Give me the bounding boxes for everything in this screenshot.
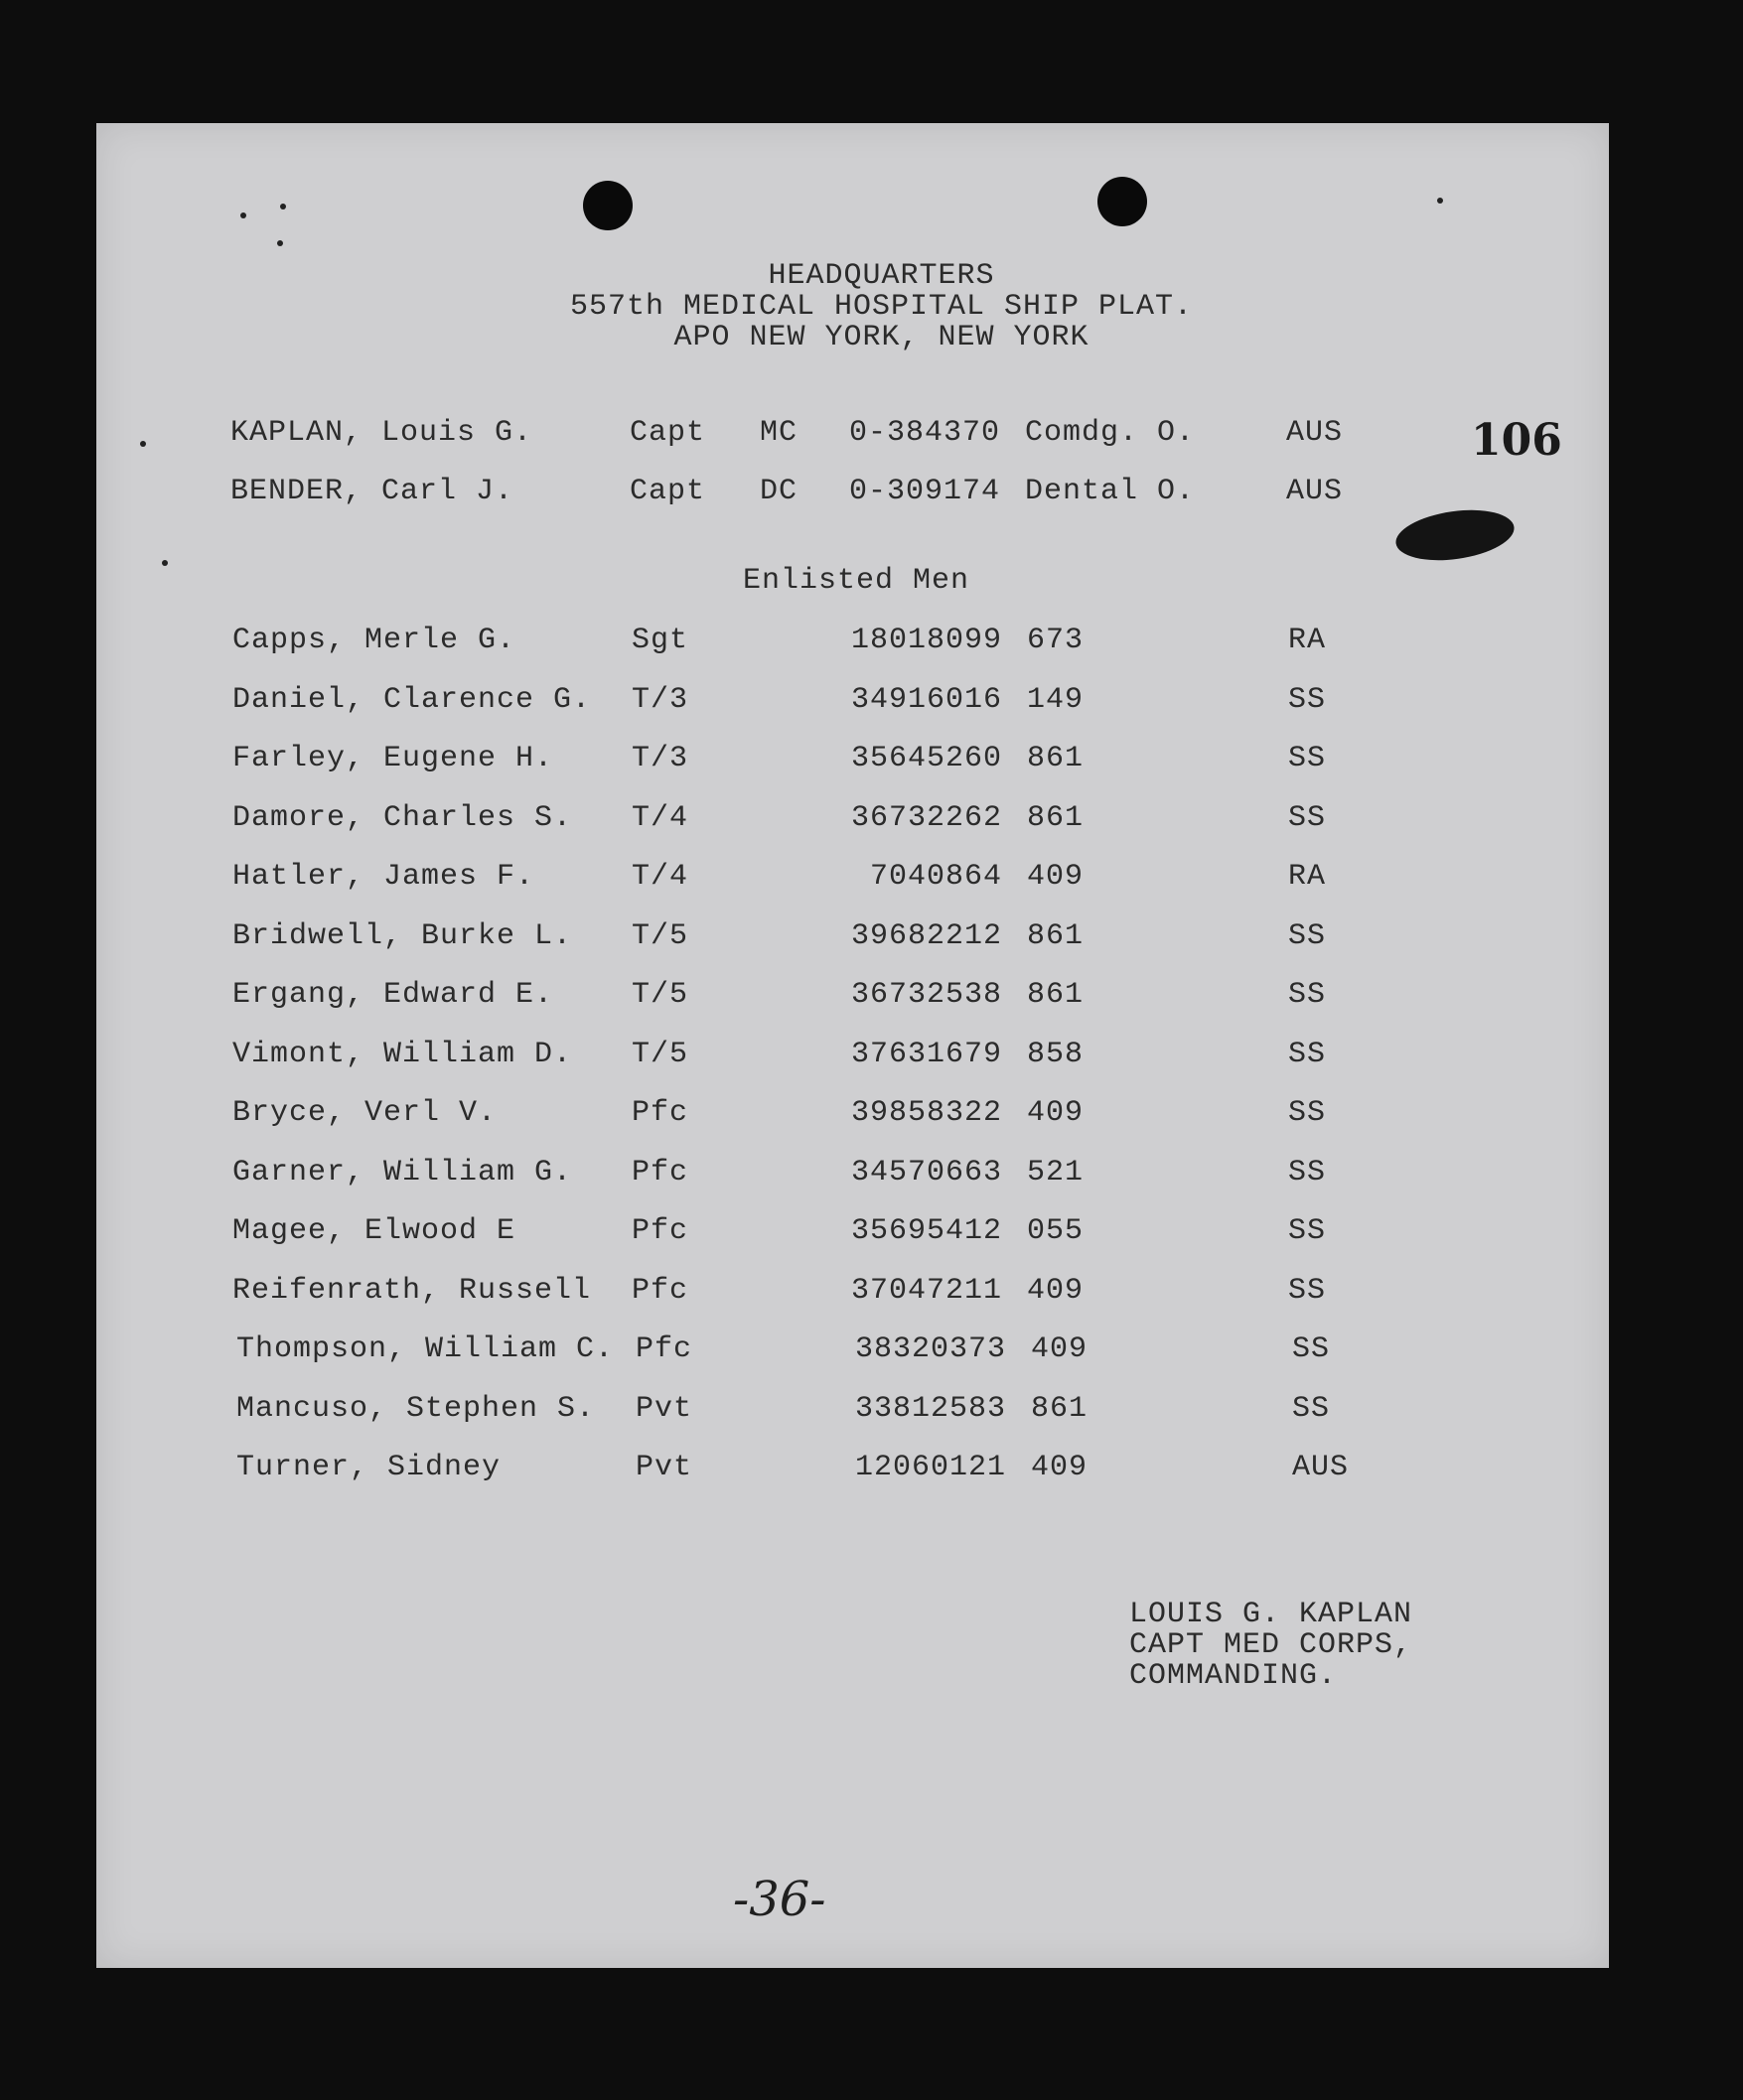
enlisted-name: Thompson, William C. [236,1332,615,1366]
punch-hole-left [583,181,633,230]
enlisted-code: 149 [1027,683,1085,717]
enlisted-code: 409 [1027,1274,1085,1308]
speck [1437,198,1443,204]
enlisted-serial: 36732262 [850,801,1002,835]
enlisted-rank: Pfc [632,1096,689,1130]
enlisted-serial: 18018099 [850,624,1002,657]
enlisted-serial: 39682212 [850,919,1002,953]
enlisted-serial: 35645260 [850,742,1002,775]
enlisted-rank: T/5 [632,978,689,1012]
enlisted-code: 861 [1027,742,1085,775]
header-unit: 557th MEDICAL HOSPITAL SHIP PLAT. [569,290,1194,324]
header-address: APO NEW YORK, NEW YORK [673,321,1089,354]
enlisted-branch: RA [1288,624,1327,657]
enlisted-rank: Pfc [636,1332,693,1366]
enlisted-name: Hatler, James F. [232,860,535,894]
enlisted-name: Damore, Charles S. [232,801,573,835]
enlisted-code: 409 [1027,860,1085,894]
enlisted-name: Farley, Eugene H. [232,742,554,775]
signature-name: LOUIS G. KAPLAN [1129,1598,1413,1631]
enlisted-name: Bridwell, Burke L. [232,919,573,953]
enlisted-name: Bryce, Verl V. [232,1096,498,1130]
enlisted-name: Garner, William G. [232,1156,573,1190]
officer-corps: DC [760,475,799,508]
enlisted-branch: SS [1288,742,1327,775]
enlisted-rank: T/4 [632,801,689,835]
enlisted-code: 673 [1027,624,1085,657]
enlisted-serial: 36732538 [850,978,1002,1012]
enlisted-branch: SS [1288,978,1327,1012]
enlisted-serial: 38320373 [854,1332,1006,1366]
enlisted-rank: T/5 [632,919,689,953]
speck [140,441,146,447]
enlisted-code: 861 [1027,978,1085,1012]
enlisted-branch: AUS [1292,1451,1350,1484]
document-header [0,261,1743,353]
header-title: HEADQUARTERS [768,259,995,293]
officer-rank: Capt [630,416,706,450]
enlisted-name: Daniel, Clarence G. [232,683,592,717]
enlisted-rank: T/4 [632,860,689,894]
officer-rank: Capt [630,475,706,508]
officer-corps: MC [760,416,799,450]
enlisted-code: 409 [1031,1332,1089,1366]
enlisted-serial: 37631679 [850,1038,1002,1071]
enlisted-rank: Pvt [636,1392,693,1426]
enlisted-section-title: Enlisted Men [743,564,970,598]
signature-block [1129,1600,1412,1692]
enlisted-serial: 34916016 [850,683,1002,717]
enlisted-rank: T/3 [632,742,689,775]
officer-role: Comdg. O. [1025,416,1196,450]
enlisted-branch: SS [1288,683,1327,717]
enlisted-serial: 35695412 [850,1214,1002,1248]
enlisted-rank: Pfc [632,1214,689,1248]
enlisted-code: 861 [1027,919,1085,953]
enlisted-serial: 39858322 [850,1096,1002,1130]
enlisted-name: Mancuso, Stephen S. [236,1392,596,1426]
enlisted-branch: SS [1288,1096,1327,1130]
officer-role: Dental O. [1025,475,1196,508]
page-number: -36- [733,1872,826,1927]
enlisted-rank: Sgt [632,624,689,657]
enlisted-serial: 37047211 [850,1274,1002,1308]
enlisted-code: 409 [1031,1451,1089,1484]
enlisted-name: Vimont, William D. [232,1038,573,1071]
enlisted-code: 409 [1027,1096,1085,1130]
officer-name: BENDER, Carl J. [230,475,514,508]
speck [280,204,286,210]
speck [240,212,246,218]
enlisted-branch: SS [1288,1156,1327,1190]
enlisted-code: 858 [1027,1038,1085,1071]
enlisted-branch: SS [1288,1038,1327,1071]
signature-role: COMMANDING. [1129,1659,1338,1693]
enlisted-branch: SS [1288,801,1327,835]
enlisted-branch: SS [1288,1274,1327,1308]
punch-hole-right [1097,177,1147,226]
enlisted-name: Magee, Elwood E [232,1214,516,1248]
enlisted-code: 055 [1027,1214,1085,1248]
enlisted-name: Turner, Sidney [236,1451,502,1484]
enlisted-branch: SS [1292,1332,1331,1366]
enlisted-branch: RA [1288,860,1327,894]
officer-serial: 0-384370 [848,416,1000,450]
enlisted-rank: T/3 [632,683,689,717]
enlisted-name: Reifenrath, Russell [232,1274,592,1308]
enlisted-code: 861 [1031,1392,1089,1426]
enlisted-branch: SS [1288,1214,1327,1248]
enlisted-rank: T/5 [632,1038,689,1071]
enlisted-code: 521 [1027,1156,1085,1190]
speck [162,560,168,566]
signature-title: CAPT MED CORPS, [1129,1628,1413,1662]
enlisted-serial: 33812583 [854,1392,1006,1426]
document-number: 106 [1471,415,1562,466]
officer-branch: AUS [1286,475,1344,508]
enlisted-name: Capps, Merle G. [232,624,516,657]
enlisted-branch: SS [1288,919,1327,953]
ink-blot [1392,503,1518,567]
enlisted-rank: Pfc [632,1274,689,1308]
enlisted-rank: Pvt [636,1451,693,1484]
officer-branch: AUS [1286,416,1344,450]
officer-name: KAPLAN, Louis G. [230,416,533,450]
enlisted-code: 861 [1027,801,1085,835]
enlisted-serial: 12060121 [854,1451,1006,1484]
enlisted-rank: Pfc [632,1156,689,1190]
speck [277,240,283,246]
enlisted-serial: 34570663 [850,1156,1002,1190]
enlisted-branch: SS [1292,1392,1331,1426]
officer-serial: 0-309174 [848,475,1000,508]
enlisted-serial: 7040864 [869,860,1002,894]
enlisted-name: Ergang, Edward E. [232,978,554,1012]
